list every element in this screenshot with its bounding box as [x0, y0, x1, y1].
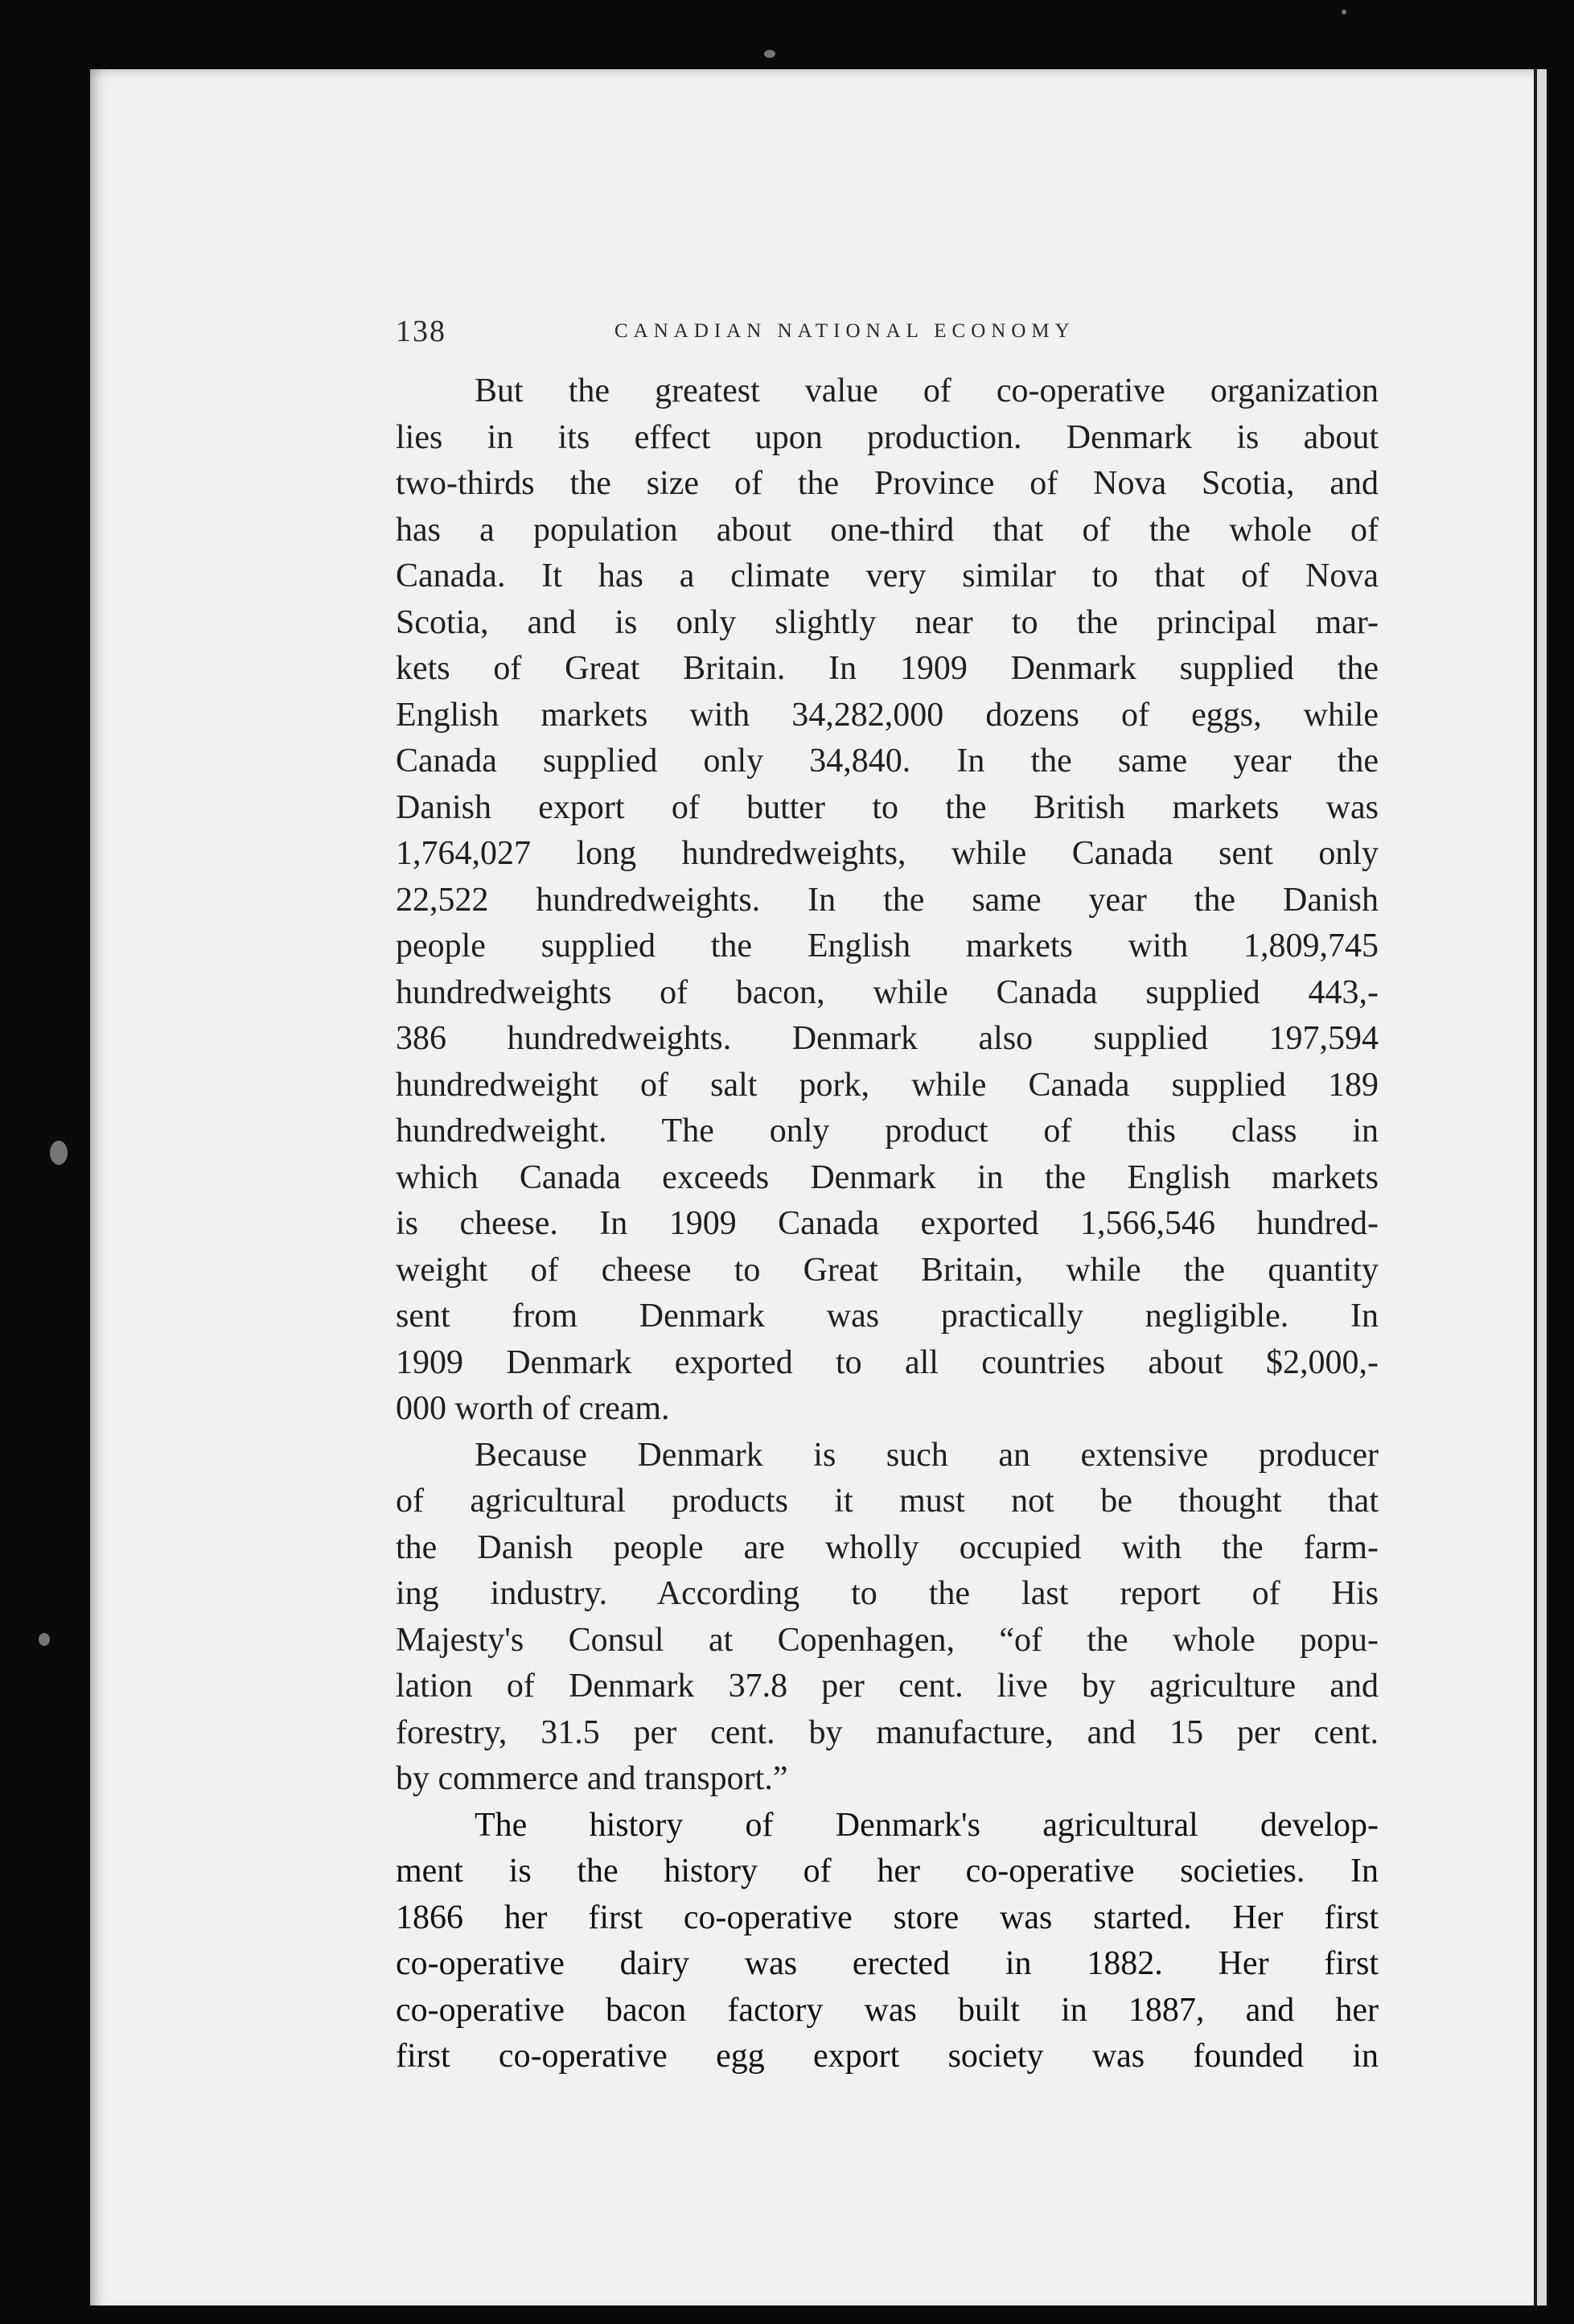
text-line: hundredweight of salt pork, while Canada supplied 189: [396, 1066, 1379, 1104]
text-line: is cheese. In 1909 Canada exported 1,566,546 hundred-: [396, 1205, 1379, 1242]
text-line: which Canada exceeds Denmark in the English markets: [396, 1158, 1379, 1196]
paragraph-2: [396, 1433, 1379, 1803]
dust-speck: [764, 50, 775, 58]
text-line: Because Denmark is such an extensive producer: [475, 1436, 1379, 1474]
text-line: ment is the history of her co-operative societies. In: [396, 1853, 1379, 1890]
text-line: Canada. It has a climate very similar to that of Nova: [396, 557, 1379, 594]
text-line: 22,522 hundredweights. In the same year the Danish: [396, 881, 1379, 919]
text-line: 386 hundredweights. Denmark also supplied 197,594: [396, 1020, 1379, 1057]
body-text: [396, 368, 1379, 2080]
text-line: co-operative bacon factory was built in 1887, and her: [396, 1991, 1379, 2029]
text-line: hundredweight. The only product of this class in: [396, 1113, 1379, 1150]
text-line: by commerce and transport.”: [396, 1760, 788, 1797]
text-line: 1866 her first co-operative store was started. Her first: [396, 1898, 1379, 1936]
text-line: forestry, 31.5 per cent. by manufacture, and 15 per cent.: [396, 1713, 1379, 1751]
page-edge: [1534, 69, 1547, 2305]
text-line: 1,764,027 long hundredweights, while Canada sent only: [396, 835, 1379, 872]
text-line: two-thirds the size of the Province of Nova Scotia, and: [396, 465, 1379, 502]
text-line: first co-operative egg export society was founded in: [396, 2038, 1379, 2075]
page-number: 138: [396, 315, 446, 348]
text-line: people supplied the English markets with 1,809,745: [396, 928, 1379, 965]
text-line: 1909 Denmark exported to all countries about $2,000,-: [396, 1343, 1379, 1381]
text-line: lies in its effect upon production. Denmark is about: [396, 418, 1379, 456]
text-line: But the greatest value of co-operative organization: [475, 372, 1379, 409]
text-line: sent from Denmark was practically negligible. In: [396, 1298, 1379, 1335]
text-line: ing industry. According to the last report of His: [396, 1575, 1379, 1612]
text-line: lation of Denmark 37.8 per cent. live by agriculture and: [396, 1668, 1379, 1705]
text-line: has a population about one-third that of the whole of: [396, 511, 1379, 549]
text-line: Scotia, and is only slightly near to the principal mar-: [396, 603, 1379, 641]
text-line: English markets with 34,282,000 dozens of eggs, while: [396, 696, 1379, 734]
text-line: of agricultural products it must not be thought that: [396, 1483, 1379, 1520]
running-header: [396, 314, 1381, 354]
text-line: hundredweights of bacon, while Canada supplied 443,-: [396, 973, 1379, 1011]
text-line: weight of cheese to Great Britain, while the quantity: [396, 1251, 1379, 1289]
text-line: 000 worth of cream.: [396, 1390, 670, 1427]
dust-speck: [1342, 10, 1346, 14]
text-line: co-operative dairy was erected in 1882. Her first: [396, 1945, 1379, 1982]
running-title: CANADIAN NATIONAL ECONOMY: [614, 320, 1075, 342]
text-line: Canada supplied only 34,840. In the same year the: [396, 742, 1379, 779]
text-line: the Danish people are wholly occupied with the farm-: [396, 1528, 1379, 1566]
paragraph-1: [396, 368, 1379, 1433]
text-line: kets of Great Britain. In 1909 Denmark supplied the: [396, 650, 1379, 687]
dust-speck: [50, 1141, 68, 1165]
text-line: The history of Denmark's agricultural develop-: [475, 1806, 1379, 1844]
paragraph-3: [396, 1803, 1379, 2080]
text-line: Danish export of butter to the British markets was: [396, 788, 1379, 826]
text-line: Majesty's Consul at Copenhagen, “of the whole popu-: [396, 1621, 1379, 1659]
dust-speck: [39, 1633, 50, 1646]
